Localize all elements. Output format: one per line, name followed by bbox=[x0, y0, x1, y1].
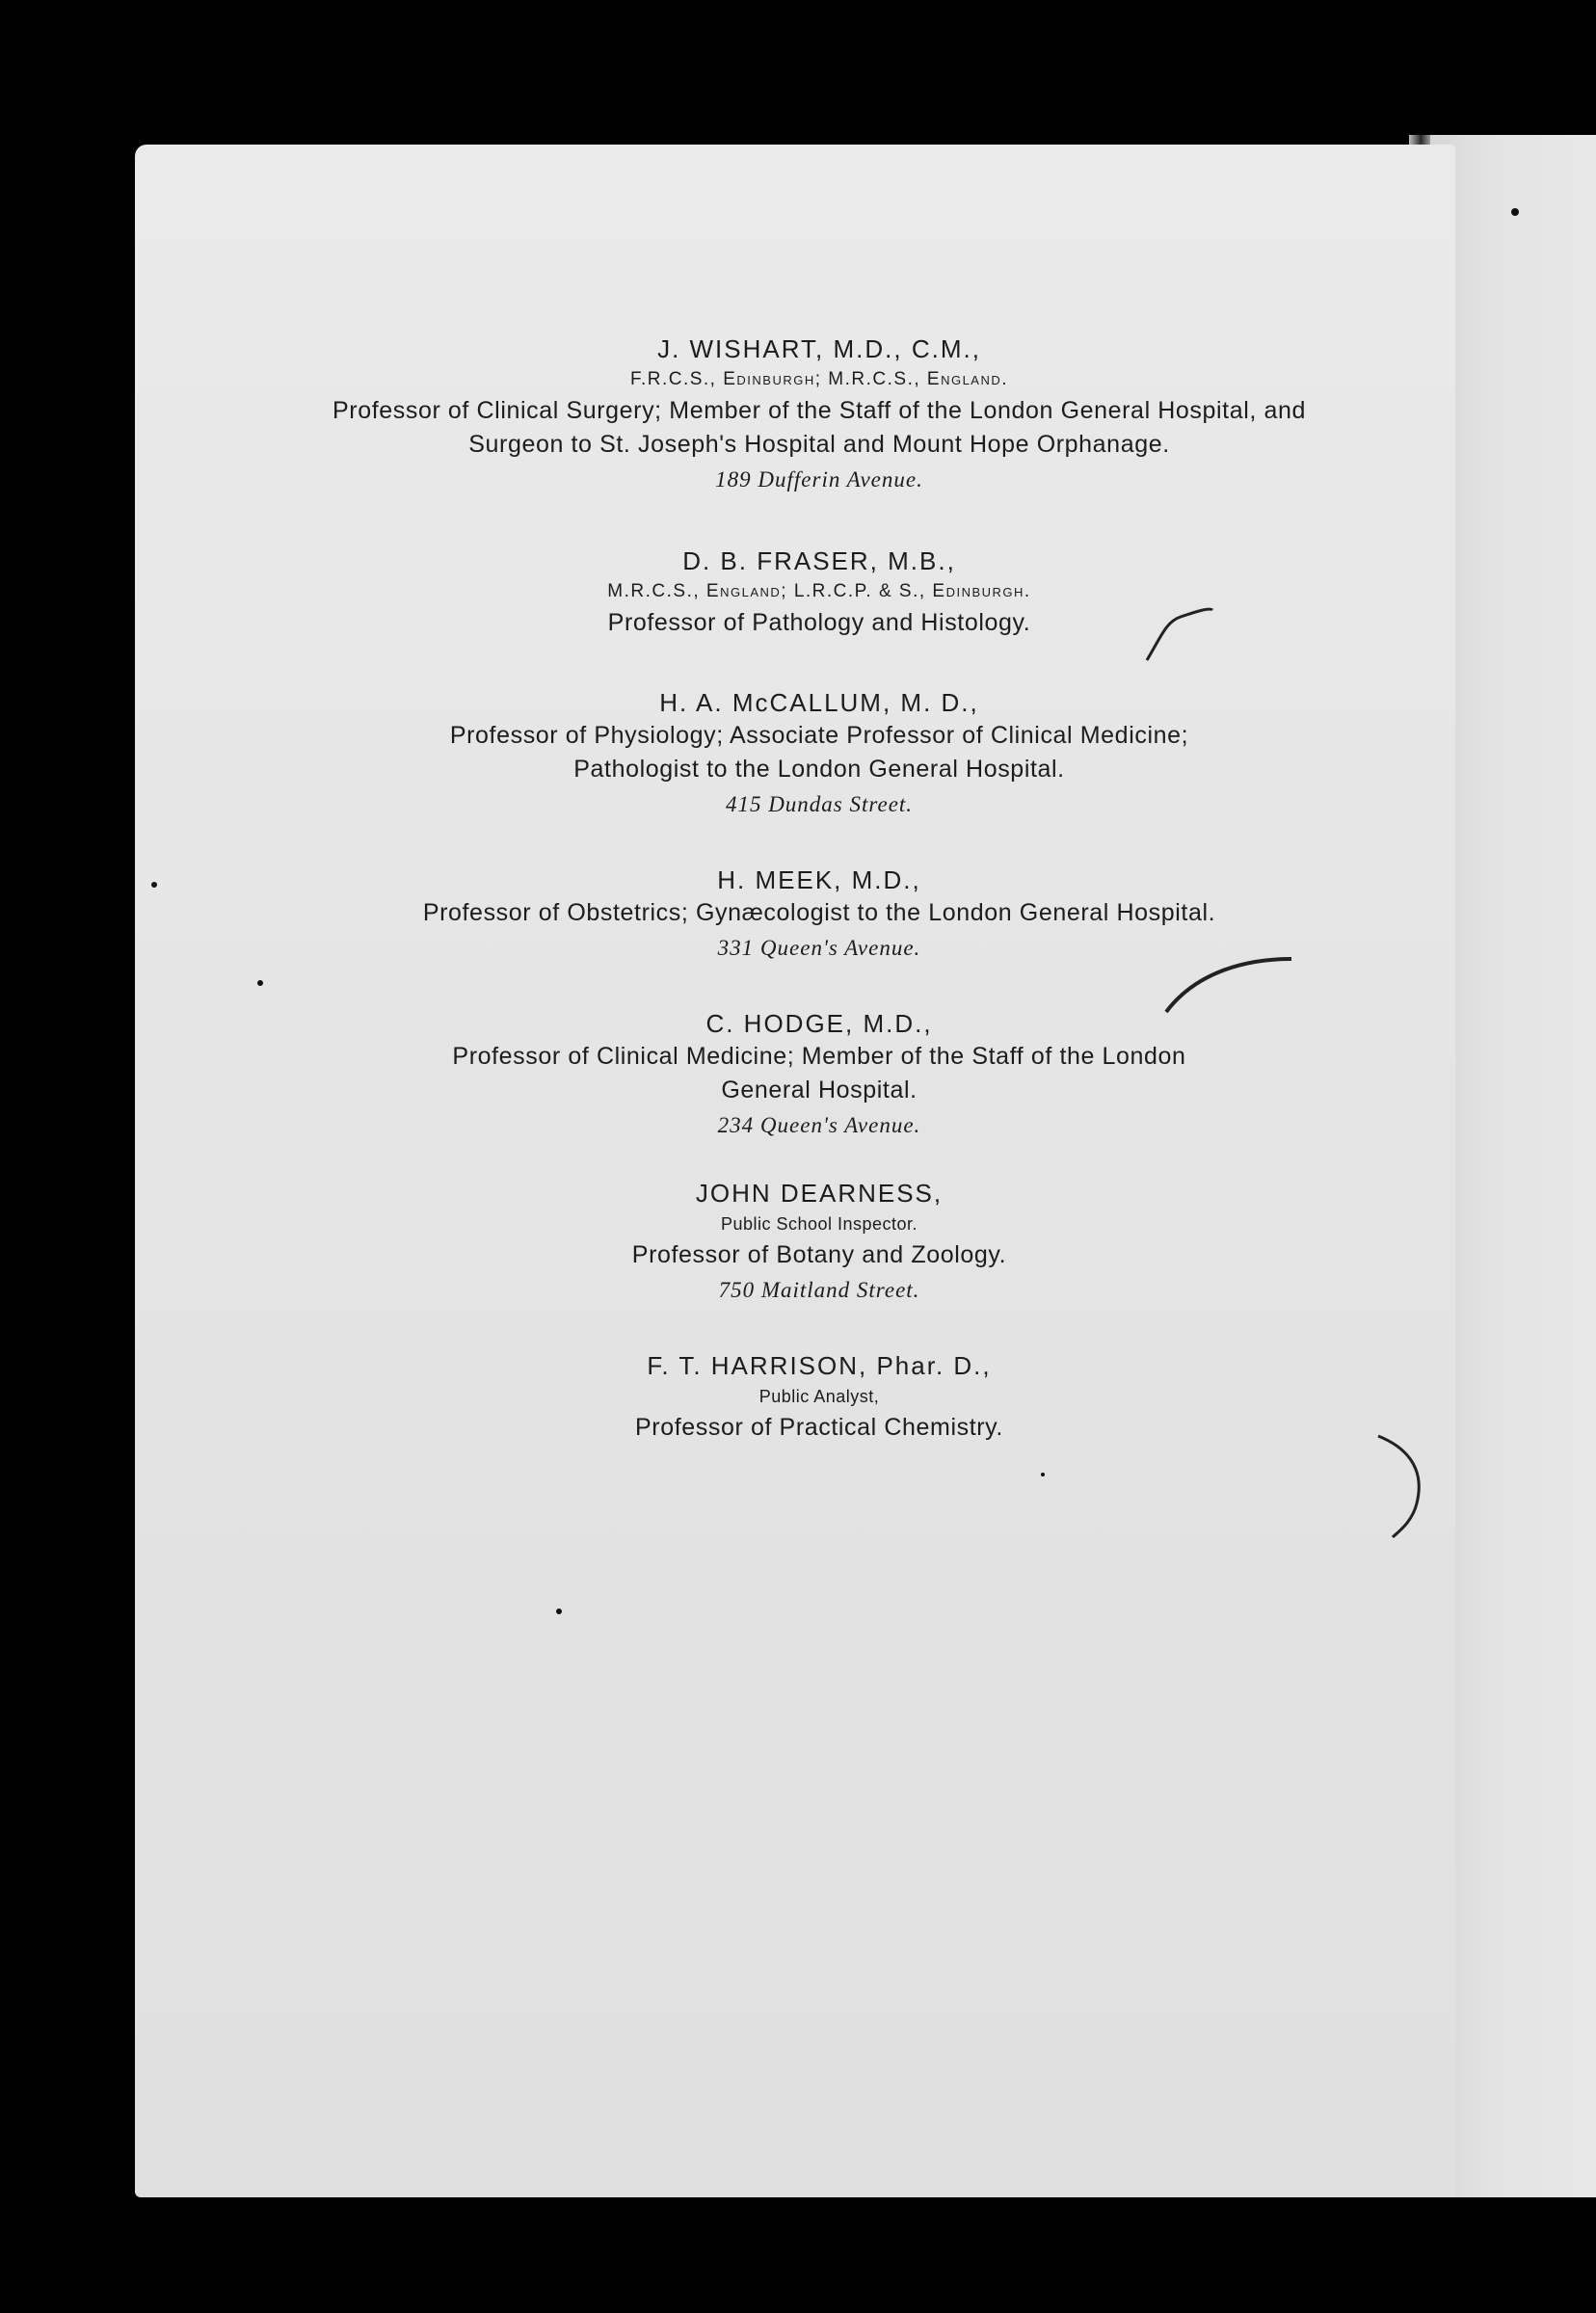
faculty-title: Professor of Physiology; Associate Professor of Clinical Medicine; Pathologist to the London General Hospital. bbox=[449, 722, 1189, 783]
faculty-name: H. MEEK, M.D., bbox=[717, 865, 921, 894]
faculty-name: J. WISHART, M.D., C.M., bbox=[657, 334, 981, 363]
ink-speck bbox=[257, 980, 263, 986]
faculty-name: F. T. HARRISON, Phar. D., bbox=[647, 1351, 992, 1380]
pen-stroke-mark bbox=[1147, 609, 1212, 660]
faculty-title: Professor of Botany and Zoology. bbox=[631, 1241, 1007, 1268]
faculty-note: Public School Inspector. bbox=[720, 1214, 918, 1234]
faculty-name: C. HODGE, M.D., bbox=[705, 1009, 933, 1038]
faculty-address: 750 Maitland Street. bbox=[718, 1278, 920, 1302]
faculty-name: D. B. FRASER, M.B., bbox=[682, 546, 956, 575]
ink-speck bbox=[1511, 208, 1519, 216]
pen-stroke-mark bbox=[1166, 959, 1291, 1012]
faculty-name: JOHN DEARNESS, bbox=[695, 1179, 944, 1208]
pen-stroke-mark bbox=[1378, 1436, 1419, 1537]
faculty-note: Public Analyst, bbox=[758, 1387, 880, 1406]
faculty-address: 331 Queen's Avenue. bbox=[717, 936, 921, 960]
faculty-title: Professor of Clinical Medicine; Member of the Staff of the London General Hospital. bbox=[452, 1043, 1186, 1103]
faculty-title: Professor of Pathology and Histology. bbox=[607, 609, 1031, 636]
ink-speck bbox=[151, 882, 157, 888]
faculty-address: 415 Dundas Street. bbox=[725, 792, 914, 816]
faculty-title: Professor of Practical Chemistry. bbox=[635, 1414, 1003, 1441]
faculty-name: H. A. McCALLUM, M. D., bbox=[659, 688, 979, 717]
faculty-title: Professor of Clinical Surgery; Member of the Staff of the London General Hospital, and Surgeon to St. Joseph's Hospital and Mount Hope Orphanage. bbox=[332, 397, 1306, 458]
ink-speck bbox=[1041, 1473, 1045, 1476]
faculty-title: Professor of Obstetrics; Gynæcologist to the London General Hospital. bbox=[422, 899, 1216, 926]
faculty-credentials: M.R.C.S., England; L.R.C.P. & S., Edinburgh. bbox=[607, 581, 1031, 601]
faculty-address: 189 Dufferin Avenue. bbox=[715, 467, 923, 492]
faculty-credentials: F.R.C.S., Edinburgh; M.R.C.S., England. bbox=[629, 369, 1009, 389]
faculty-address: 234 Queen's Avenue. bbox=[717, 1113, 921, 1137]
ink-speck bbox=[556, 1608, 562, 1614]
